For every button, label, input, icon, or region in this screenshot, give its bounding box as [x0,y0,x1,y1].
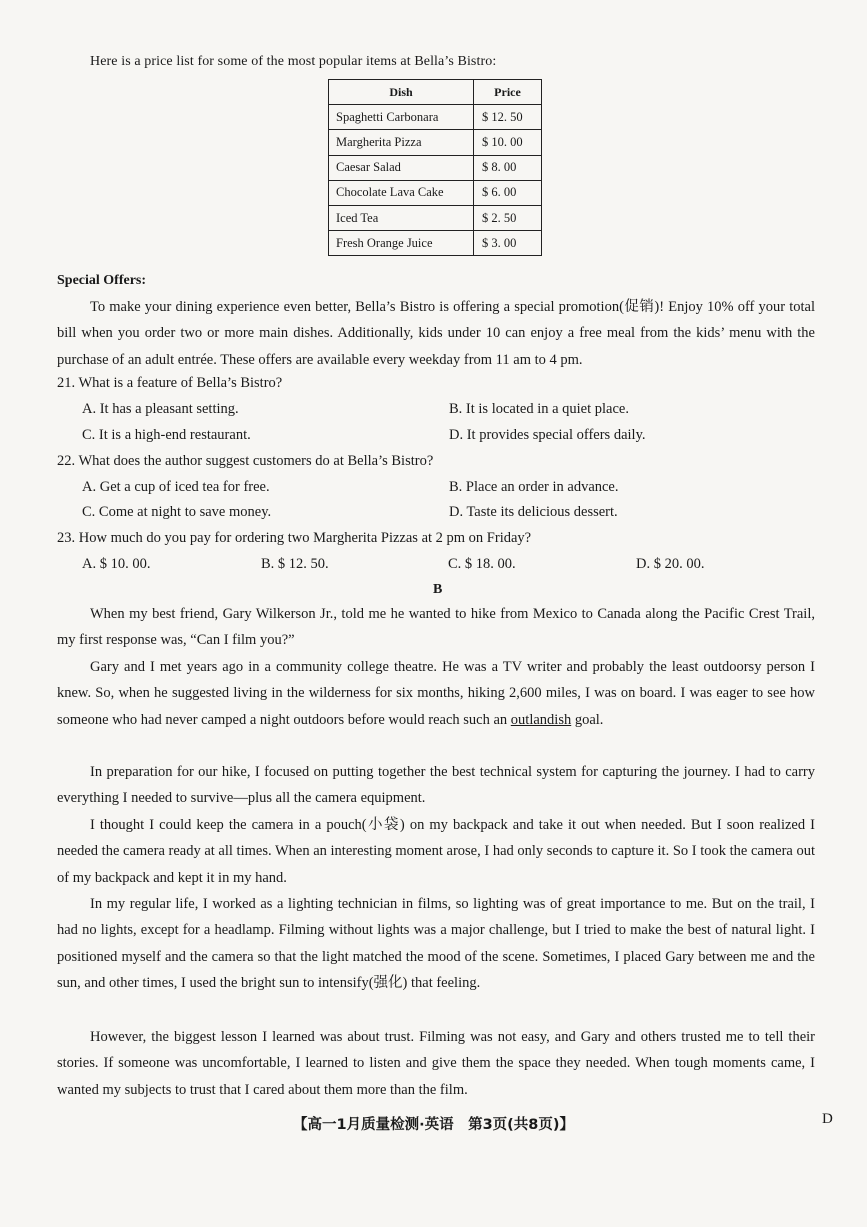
passage-text: In preparation for our hike, I focused on putting together the best technical system for capturing the journey. I had to carry everything I needed to survive—plus all the camera equipment. [57,764,815,807]
section-b-label: B [433,582,443,597]
question-21-option-c: C. It is a high-end restaurant. [82,427,251,443]
question-23-stem: 23. How much do you pay for ordering two Margherita Pizzas at 2 pm on Friday? [57,530,532,546]
passage-text: I thought I could keep the camera in a pouch(小袋) on my backpack and take it out when needed. But I soon realized I needed the camera ready at all times. When an interesting moment arose, I had only seconds to capture it. So I took the camera out of my backpack and kept it in my hand. [57,817,815,886]
question-23-option-c: C. $ 18. 00. [448,556,516,572]
dish-cell: Iced Tea [329,205,474,230]
special-offers-paragraph [57,294,815,373]
table-row [329,231,542,256]
passage-paragraph-4 [57,812,815,891]
price-cell: $ 6. 00 [474,180,542,205]
dish-cell: Fresh Orange Juice [329,231,474,256]
special-offers-text: To make your dining experience even better, Bella’s Bistro is offering a special promotion(促销)! Enjoy 10% off your total bill when you order two or more main dishes. Additionally, kids under 10 can enjoy a free meal from the kids’ menu with the purchase of an adult entrée. These offers are available every weekday from 11 am to 4 pm. [57,299,815,368]
price-cell: $ 2. 50 [474,205,542,230]
table-row [329,105,542,130]
passage-text: Gary and I met years ago in a community college theatre. He was a TV writer and probably the least outdoorsy person I knew. So, when he suggested living in the wilderness for six months, hiking 2,600 miles, I was on board. I was eager to see how someone who had never camped a night outdoors before would reach such an [57,659,815,728]
question-23-option-a: A. $ 10. 00. [82,556,151,572]
passage-paragraph-3 [57,759,815,812]
corner-mark: D [822,1111,833,1127]
price-cell: $ 3. 00 [474,231,542,256]
passage-paragraph-2 [57,654,815,733]
dish-cell: Caesar Salad [329,155,474,180]
underlined-word: outlandish [510,711,572,728]
page-footer: 【高一1月质量检测·英语 第3页(共8页)】 [292,1117,575,1133]
special-offers-title: Special Offers: [57,273,147,288]
price-list-intro: Here is a price list for some of the most popular items at Bella’s Bistro: [90,54,497,69]
table-row [329,155,542,180]
question-22-option-b: B. Place an order in advance. [449,479,619,495]
passage-text: In my regular life, I worked as a lighting technician in films, so lighting was of great importance to me. But on the trail, I had no lights, except for a headlamp. Filming without lights was a major challenge, but I tried to make the best of natural light. I positioned myself and the camera so that the light matched the mood of the scene. Sometimes, I placed Gary between me and the sun, and other times, I used the bright sun to intensify(强化) that feeling. [57,896,815,991]
dish-cell: Chocolate Lava Cake [329,180,474,205]
question-21-option-d: D. It provides special offers daily. [449,427,646,443]
price-column-header: Price [474,80,542,105]
passage-paragraph-6 [57,1024,815,1103]
price-table [328,79,542,256]
passage-paragraph-5 [57,891,815,996]
question-22-option-a: A. Get a cup of iced tea for free. [82,479,270,495]
price-cell: $ 8. 00 [474,155,542,180]
dish-cell: Spaghetti Carbonara [329,105,474,130]
passage-paragraph-1 [57,601,815,654]
passage-text: When my best friend, Gary Wilkerson Jr., told me he wanted to hike from Mexico to Canada along the Pacific Crest Trail, my first response was, “Can I film you?” [57,606,815,649]
table-row [329,205,542,230]
table-row [329,130,542,155]
price-cell: $ 10. 00 [474,130,542,155]
price-table-header [329,80,542,105]
question-23-option-b: B. $ 12. 50. [261,556,329,572]
question-23-option-d: D. $ 20. 00. [636,556,705,572]
question-21-option-a: A. It has a pleasant setting. [82,401,239,417]
passage-text: However, the biggest lesson I learned was about trust. Filming was not easy, and Gary and others trusted me to tell their stories. If someone was uncomfortable, I learned to listen and give them the space they needed. When tough moments came, I wanted my subjects to trust that I cared about them more than the film. [57,1029,815,1098]
dish-column-header: Dish [329,80,474,105]
question-22-option-c: C. Come at night to save money. [82,504,272,520]
question-21-stem: 21. What is a feature of Bella’s Bistro? [57,375,283,391]
question-22-stem: 22. What does the author suggest customers do at Bella’s Bistro? [57,453,434,469]
question-22-option-d: D. Taste its delicious dessert. [449,504,618,520]
table-row [329,180,542,205]
question-21-option-b: B. It is located in a quiet place. [449,401,629,417]
dish-cell: Margherita Pizza [329,130,474,155]
price-cell: $ 12. 50 [474,105,542,130]
passage-text: goal. [571,711,604,728]
